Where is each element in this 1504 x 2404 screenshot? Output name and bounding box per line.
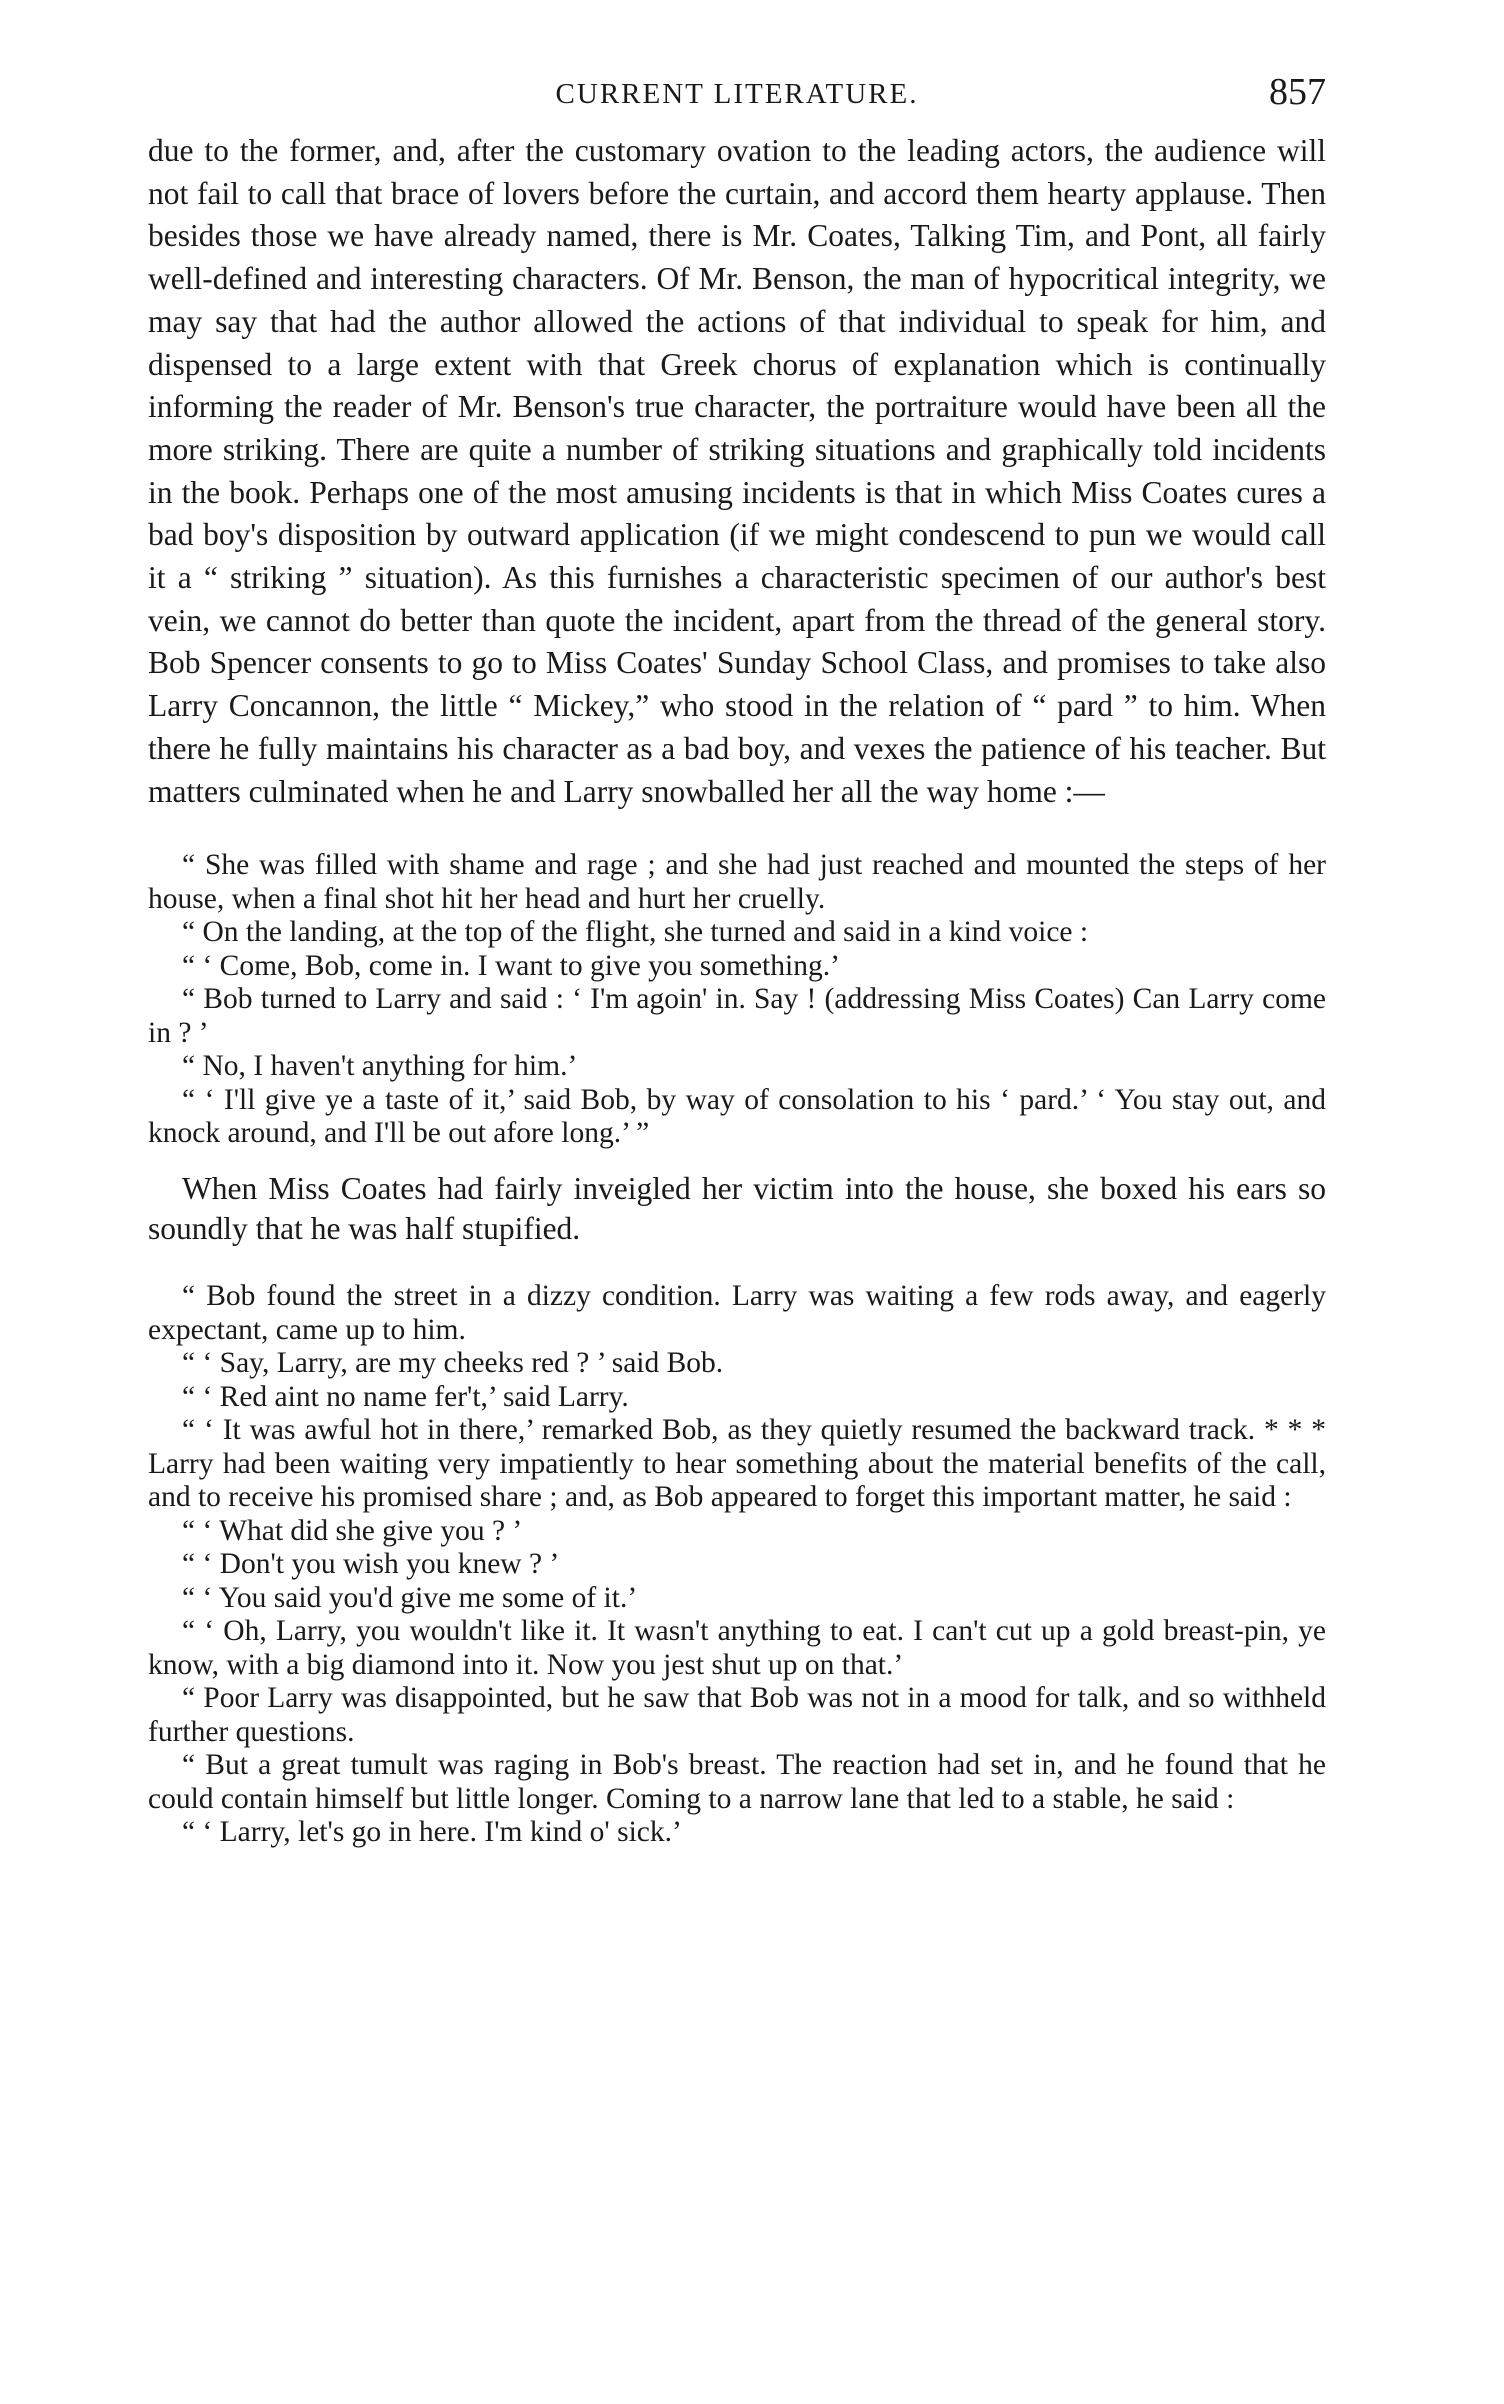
quote-line: “ ‘ Red aint no name fer't,’ said Larry. [182,1380,629,1413]
quoted-passage [148,849,1326,1151]
quote-line: “ ‘ You said you'd give me some of it.’ [182,1581,638,1614]
quote-line: “ ‘ What did she give you ? ’ [182,1514,523,1547]
quote-line: “ Bob found the street in a dizzy condition. Larry was waiting a few rods away, and eagerly expectant, came up to him. [148,1280,1326,1346]
page-header [148,70,1326,130]
narration-paragraph: When Miss Coates had fairly inveigled her victim into the house, she boxed his ears so soundly that he was half stupified. [148,1170,1326,1246]
quote-line: “ No, I haven't anything for him.’ [182,1050,578,1083]
quote-line: “ ‘ Larry, let's go in here. I'm kind o' sick.’ [182,1816,682,1849]
quote-line: “ ‘ Come, Bob, come in. I want to give you something.’ [182,949,840,982]
quote-line: “ Poor Larry was disappointed, but he saw that Bob was not in a mood for talk, and so withheld further questions. [148,1682,1326,1748]
body-text [148,130,1326,813]
quote-line: “ ‘ It was awful hot in there,’ remarked Bob, as they quietly resumed the backward track. * * * Larry had been waiting very impatiently to hear something about the material benefits of the call, and to receive his promised share ; and, as Bob appeared to forget this important matter, he said : [148,1414,1326,1514]
running-head: CURRENT LITERATURE. [555,78,919,110]
body-paragraph: due to the former, and, after the customary ovation to the leading actors, the audience will not fail to call that brace of lovers before the curtain, and accord them hearty applause. Then besides those we have already named, there is Mr. Coates, Talking Tim, and Pont, all fairly well-defined and interesting characters. Of Mr. Benson, the man of hypocritical integrity, we may say that had the author allowed the actions of that individual to speak for him, and dispensed to a large extent with that Greek chorus of explanation which is continually informing the reader of Mr. Benson's true character, the portraiture would have been all the more striking. There are quite a number of striking situations and graphically told incidents in the book. Perhaps one of the most amusing incidents is that in which Miss Coates cures a bad boy's disposition by outward application (if we might condescend to pun we would call it a “ striking ” situation). As this furnishes a characteristic specimen of our author's best vein, we cannot do better than quote the incident, apart from the thread of the general story. Bob Spencer consents to go to Miss Coates' Sunday School Class, and promises to take also Larry Concannon, the little “ Mickey,” who stood in the relation of “ pard ” to him. When there he fully maintains his character as a bad boy, and vexes the patience of his teacher. But matters culminated when he and Larry snowballed her all the way home :— [148,133,1326,809]
page [148,70,1326,1850]
quote-line: “ ‘ Oh, Larry, you wouldn't like it. It wasn't anything to eat. I can't cut up a gold breast-pin, ye know, with a big diamond into it. Now you jest shut up on that.’ [148,1615,1326,1681]
quote-line: “ She was filled with shame and rage ; and she had just reached and mounted the steps of her house, when a final shot hit her head and hurt her cruelly. [148,849,1326,915]
quote-line: “ On the landing, at the top of the flight, she turned and said in a kind voice : [182,916,1089,949]
quote-line: “ Bob turned to Larry and said : ‘ I'm agoin' in. Say ! (addressing Miss Coates) Can Larry come in ? ’ [148,983,1326,1049]
quoted-passage [148,1280,1326,1850]
quote-line: “ ‘ Say, Larry, are my cheeks red ? ’ said Bob. [182,1347,724,1380]
page-number: 857 [1269,71,1326,113]
quote-line: “ But a great tumult was raging in Bob's breast. The reaction had set in, and he found that he could contain himself but little longer. Coming to a narrow lane that led to a stable, he said : [148,1749,1326,1815]
quote-line: “ ‘ Don't you wish you knew ? ’ [182,1548,560,1581]
quote-line: “ ‘ I'll give ye a taste of it,’ said Bob, by way of consolation to his ‘ pard.’ ‘ You stay out, and knock around, and I'll be out afore long.’ ” [148,1083,1326,1150]
